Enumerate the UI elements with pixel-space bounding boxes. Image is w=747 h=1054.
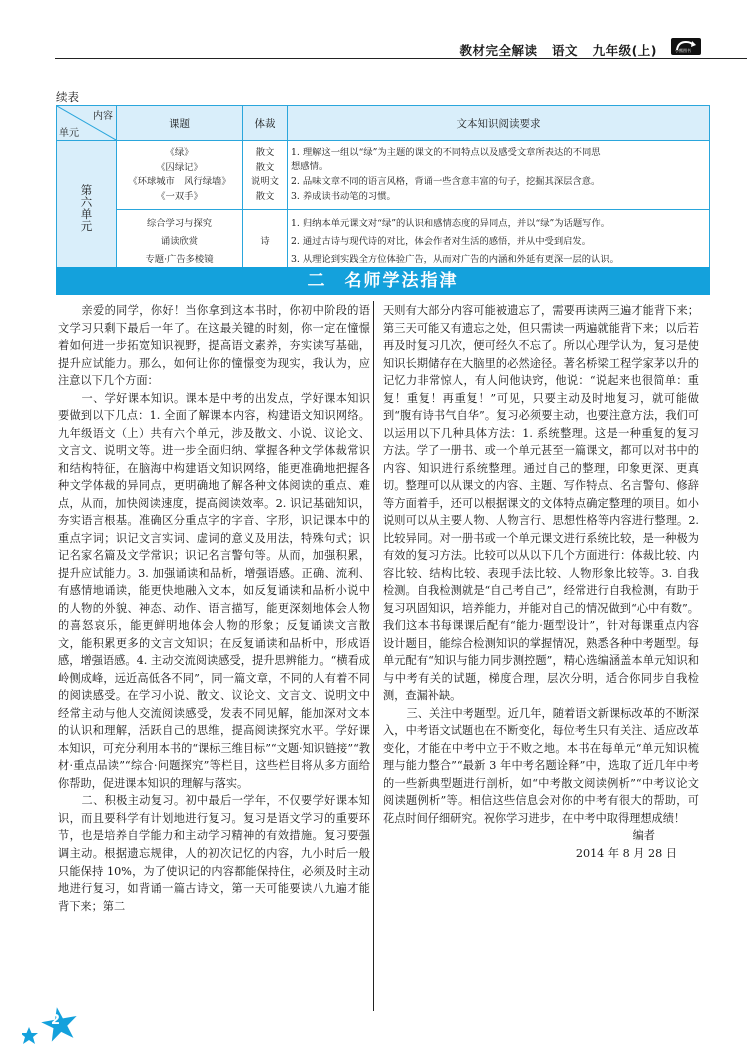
genre: 散文 [255,161,275,173]
section-banner [56,267,710,295]
publisher-logo-icon [671,38,701,55]
requirement: 1. 理解这一组以“绿”为主题的课文的不同特点以及感受文章所表达的不同思 [291,146,601,158]
lesson-title: 《绿》 [165,147,194,158]
column-header-title: 课题 [117,106,243,141]
column-header-genre: 体裁 [243,106,288,141]
date: 2014 年 8 月 28 日 [575,846,677,860]
lesson-title: 《囚绿记》 [156,161,203,173]
corner-unit-label: 单元 [59,128,79,139]
requirement: 2. 通过古诗与现代诗的对比，体会作者对生活的感悟，并从中受到启发。 [291,236,592,247]
unit-name: 第六单元 [80,182,93,233]
genre: 散文 [255,190,275,202]
genre: 说明文 [251,176,279,187]
text-column-right [383,302,699,863]
column-divider [373,301,374,1011]
genre: 散文 [255,147,275,158]
body-paragraph: 亲爱的同学，你好！当你拿到这本书时，你初中阶段的语文学习只剩下最后一年了。在这最关键的时刻，你一定在憧憬着如何进一步拓宽知识视野，提高语文素养，夯实读写基础，提升应试能力。那么，如何让你的憧憬变为现实，我认为，应注意以下几个方面： [58,304,370,388]
requirement: 2. 品味文章不同的语言风格，背诵一些含意丰富的句子，挖掘其深层含意。 [291,176,601,187]
body-paragraph: 天则有大部分内容可能被遗忘了，需要再读两三遍才能背下来；第三天可能又有遗忘之处，但只需读一两遍就能背下来；以后若再及时复习几次，便可经久不忘了。所以心理学认为，复习是使知识长期储存在大脑里的必然途径。著名桥梁工程学家茅以升的记忆力非常惊人，有人问他诀窍，他说：“说起来也很简单：重复！重复！再重复！”可见，只要主动及时地复习，就可能做到“腹有诗书气自华”。复习必须要主动，也要注意方法，我们可以运用以下几种具体方法：1. 系统整理。这是一种重复的复习方法。学了一册书、或一个单元甚至一篇课文，都可以对书中的内容、知识进行系统整理。通过自己的整理，印象更深、更真切。整理可以从课文的内容、主题、写作特点、名言警句、修辞等方面着手，还可以根据课文的文体特点确定整理的项目。如小说则可以从主要人物、人物言行、思想性格等内容进行整理。2. 比较异同。对一册书或一个单元课文进行系统比较，是一种极为有效的复习方法。比较可以从以下几个方面进行：体裁比较、内容比较、结构比较、表现手法比较、人物形象比较等。3. 自我检测。自我检测就是“自己考自己”，经常进行自我检测，有助于复习巩固知识，培养能力，并能对自己的情况做到“心中有数”。我们这本书每课课后配有“能力·题型设计”，针对每课重点内容设计题目，能综合检测知识的掌握情况，熟悉各种中考题型。每单元配有“知识与能力同步测控题”，精心选编涵盖本单元知识和与中考有关的试题，梯度合理，层次分明，适合你同步自我检测，查漏补缺。 [383,304,699,703]
running-header [55,36,747,59]
table-row [57,210,710,275]
body-paragraph: 二、积极主动复习。初中最后一学年，不仅要学好课本知识，而且要科学有计划地进行复习。复习是语文学习的重要环节，也是培养自学能力和主动学习精神的有效措施。复习要强调主动。根据遗忘规律，人的初次记忆的内容，九小时后一般只能保持 10%，为了使识记的内容都能保持住，必须及时主动地进行复习，如背诵一篇古诗文，第一天可能要读八九遍才能背下来；第二 [58,794,370,913]
table-row [57,141,710,210]
requirement: 3. 养成读书动笔的习惯。 [291,190,396,202]
requirement: 3. 从理论到实践全方位体验广告，从而对广告的内涵和外延有更深一层的认识。 [291,254,619,265]
continued-table-label: 续表 [56,90,79,104]
lesson-title: 专题·广告多棱镜 [145,254,214,265]
lesson-title: 《环球城市 风行绿墙》 [128,176,231,187]
lesson-titles-cell [117,210,243,275]
text-column-left [58,302,370,915]
lesson-title: 《一双手》 [156,190,203,202]
table-corner-header [57,106,117,141]
book-title: 教材完全解读 语文 九年级(上) [459,43,657,58]
star-icon [22,1005,102,1050]
body-paragraph: 三、关注中考题型。近几年，随着语文新课标改革的不断深入，中考语文试题也在不断变化，每位考生只有关注、适应改革变化，才能在中考中立于不败之地。本书在每单元“单元知识梳理与能力整合”“最新 3 年中考名题诠释”中，选取了近几年中考的一些新典型题进行剖析，如“中考散文阅读例析”“中考议论文阅读题例析”等。相信这些信息会对你的中考有很大的帮助，可花点时间仔细研究。祝你学习进步，在中考中取得理想成绩！ [383,706,699,825]
requirements-cell [288,141,710,210]
lesson-title: 综合学习与探究 [146,218,213,229]
requirement: 1. 归纳本单元课文对“绿”的认识和感情态度的异同点，并以“绿”为话题写作。 [291,218,611,229]
unit-requirements-table [56,105,710,275]
unit-name-cell [57,141,117,275]
lesson-title: 诵读欣赏 [160,236,199,247]
table-header-row [57,106,710,141]
body-paragraph: 一、学好课本知识。课本是中考的出发点，学好课本知识要做到以下几点：1. 全面了解课本内容，构建语文知识网络。九年级语文（上）共有六个单元，涉及散文、小说、议论文、文言文、说明文等。进一步全面归纳、掌握各种文学体裁常识和结构特征，在脑海中构建语文知识网络，能更准确地把握各种文学体裁的异同点，更明确地了解各种文体阅读的重点、难点，从而，加快阅读速度，提高阅读效率。2. 识记基础知识，夯实语言根基。准确区分重点字的字音、字形，识记课本中的重点字词；识记文言实词、虚词的意义及用法，特殊句式；识记名家名篇及文学常识；识记名言警句等。从而，加强积累，提升应试能力。3. 加强诵读和品析，增强语感。正确、流利、有感情地诵读，能更快地融入文本，如反复诵读和品析小说中的人物的外貌、神态、动作、语言描写，能更深刻地体会人物的喜怒哀乐，能更鲜明地体会人物的形象；反复诵读文言散文，能积累更多的文言文知识；在反复诵读和品析中，形成语感，增强语感。4. 主动交流阅读感受，提升思辨能力。“横看成岭侧成峰，远近高低各不同”，同一篇文章，不同的人有着不同的阅读感受。在学习小说、散文、议论文、文言文、说明文中经常主动与他人交流阅读感受，发表不同见解，能加深对文本的认识和理解，活跃自己的思维，提高阅读探究水平。学好课本知识，可充分利用本书的“课标三维目标”“文题·知识链接”“教材·重点品读”“综合·问题探究”等栏目，这些栏目将从多方面给你帮助，促进课本知识的理解与落实。 [58,391,370,790]
logo-text: 小熊图书 [675,48,691,53]
corner-content-label: 内容 [93,111,113,122]
genre-cell [243,210,288,275]
requirements-cell [288,210,710,275]
signature: 编者 [632,829,655,843]
page-number: 2 [51,1013,61,1028]
genre-cell [243,141,288,210]
column-header-requirements: 文本知识阅读要求 [288,106,710,141]
lesson-titles-cell [117,141,243,210]
requirement: 想感情。 [291,161,329,173]
section-title: 名师学法指津 [344,271,459,291]
genre: 诗 [260,235,270,247]
section-number: 二 [307,271,327,291]
small-star-icon [22,1027,38,1044]
